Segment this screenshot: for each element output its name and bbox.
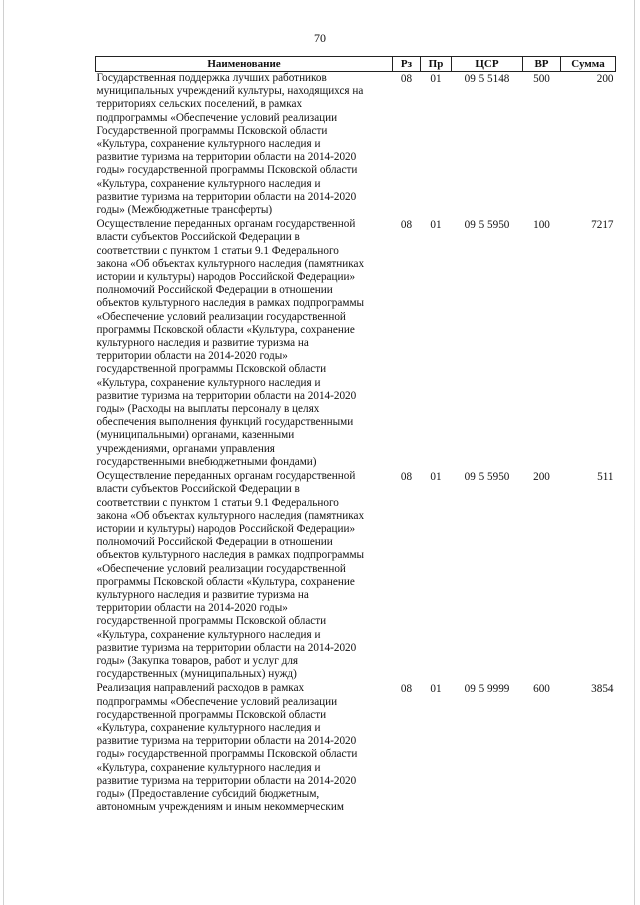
table-header [96, 57, 616, 72]
row-name-line: объектов культурного наследия в рамках подпрограммы [96, 549, 365, 562]
row-sum-cell: 3854 [591, 683, 614, 696]
row-name-line: развитие туризма на территории области на 2014-2020 [96, 151, 357, 164]
row-name-line: развитие туризма на территории области на 2014-2020 [96, 389, 357, 402]
row-vr-cell: 200 [533, 471, 550, 484]
row-name-line: автономным учреждениям и иным некоммерческим [96, 801, 344, 814]
row-name-cell [96, 682, 393, 815]
row-name-line: истории и культуры) народов Российской Федерации» [96, 271, 356, 284]
row-name-line: годы» государственной программы Псковской области [96, 748, 358, 761]
row-sum-cell: 200 [596, 73, 614, 85]
row-rz-cell: 08 [400, 73, 413, 85]
row-name-line: учреждениями, органами управления [96, 442, 275, 455]
row-name-line: культурного наследия и развитие туризма на [96, 337, 309, 350]
row-name-line: обеспечения выполнения функций государственными [96, 416, 354, 429]
row-rz-cell: 08 [400, 683, 413, 696]
row-name-line: «Культура, сохранение культурного наследия и [96, 177, 321, 190]
row-name-line: полномочий Российской Федерации в отношении [96, 284, 333, 297]
row-csr-cell: 09 5 5950 [464, 219, 510, 232]
row-name-line: культурного наследия и развитие туризма на [96, 588, 309, 601]
row-rz-cell: 08 [400, 219, 413, 232]
row-name-line: «Культура, сохранение культурного наследия и [96, 628, 321, 641]
row-name-line: «Обеспечение условий реализации государственной [96, 562, 346, 575]
row-vr-cell: 100 [533, 219, 550, 232]
scan-edge-left [3, 0, 4, 905]
row-csr-cell: 09 5 5148 [464, 73, 510, 85]
row-name-line: Государственная поддержка лучших работников [96, 72, 327, 84]
row-name-line: развитие туризма на территории области на 2014-2020 [96, 735, 357, 748]
table-row [96, 682, 616, 815]
row-name-line: подпрограммы «Обеспечение условий реализации [96, 111, 338, 124]
row-name-line: «Культура, сохранение культурного наследия и [96, 761, 321, 774]
row-vr-cell: 500 [533, 73, 550, 85]
row-name-line: Государственной программы Псковской области [96, 124, 328, 137]
row-csr-cell: 09 5 9999 [464, 683, 510, 696]
header-sum: Сумма [561, 57, 616, 72]
row-name-line: программы Псковской области «Культура, сохранение [96, 575, 355, 588]
row-name-line: Осуществление переданных органам государственной [96, 470, 356, 483]
row-pr-cell: 01 [430, 683, 442, 696]
row-name-line: государственными внебюджетными фондами) [96, 455, 317, 468]
row-name-line: программы Псковской области «Культура, сохранение [96, 323, 355, 336]
row-name-line: территориях сельских поселений, в рамках [96, 98, 303, 111]
header-vr: ВР [523, 57, 561, 72]
row-name-cell [96, 218, 393, 470]
row-name-line: государственной программы Псковской области [96, 615, 327, 628]
row-name-line: (муниципальными) органами, казенными [96, 429, 295, 442]
row-name-line: годы» (Предоставление субсидий бюджетным, [96, 787, 320, 800]
row-name-line: территории области на 2014-2020 годы» [96, 350, 288, 363]
table-row [96, 218, 616, 470]
row-name-line: «Культура, сохранение культурного наследия и [96, 138, 321, 151]
table-row [96, 72, 616, 219]
page-number: 70 [314, 31, 326, 45]
row-name-line: годы» (Расходы на выплаты персоналу в целях [96, 403, 320, 416]
row-name-line: закона «Об объектах культурного наследия (памятниках [96, 257, 365, 270]
row-vr-cell: 600 [533, 683, 550, 696]
row-name-line: истории и культуры) народов Российской Федерации» [96, 522, 356, 535]
row-name-line: власти субъектов Российской Федерации в [96, 483, 300, 496]
row-name-line: соответствии с пунктом 1 статьи 9.1 Федерального [96, 244, 339, 257]
row-name-line: власти субъектов Российской Федерации в [96, 231, 300, 244]
header-rz: Рз [393, 57, 421, 72]
row-csr-cell: 09 5 5950 [464, 471, 510, 484]
row-name-line: полномочий Российской Федерации в отношении [96, 536, 333, 549]
row-name-line: закона «Об объектах культурного наследия (памятниках [96, 509, 365, 522]
row-pr-cell: 01 [430, 219, 442, 232]
row-pr-cell: 01 [430, 73, 442, 85]
row-name-line: развитие туризма на территории области на 2014-2020 [96, 190, 357, 203]
header-csr: ЦСР [452, 57, 523, 72]
row-sum-cell: 7217 [591, 219, 614, 232]
row-name-line: «Культура, сохранение культурного наследия и [96, 376, 321, 389]
table-body [96, 72, 616, 816]
row-name-line: подпрограммы «Обеспечение условий реализации [96, 695, 338, 708]
row-name-line: государственных (муниципальных) нужд) [96, 668, 297, 681]
header-name: Наименование [96, 57, 393, 72]
table-header-row [96, 57, 616, 72]
row-rz-cell: 08 [400, 471, 413, 484]
row-sum-cell: 511 [597, 471, 614, 484]
row-name-line: государственной программы Псковской области [96, 708, 327, 721]
header-pr: Пр [421, 57, 452, 72]
row-name-line: годы» (Межбюджетные трансферты) [96, 204, 273, 217]
row-name-line: «Культура, сохранение культурного наследия и [96, 721, 321, 734]
row-pr-cell: 01 [430, 471, 442, 484]
row-name-line: развитие туризма на территории области на 2014-2020 [96, 774, 357, 787]
row-name-cell [96, 470, 393, 682]
row-name-line: годы» (Закупка товаров, работ и услуг для [96, 654, 299, 667]
row-name-line: «Обеспечение условий реализации государственной [96, 310, 346, 323]
table-row [96, 470, 616, 682]
budget-table [95, 56, 616, 815]
row-name-cell [96, 72, 393, 219]
row-name-line: Осуществление переданных органам государственной [96, 218, 356, 231]
row-name-line: Реализация направлений расходов в рамках [96, 682, 305, 695]
row-name-line: развитие туризма на территории области на 2014-2020 [96, 641, 357, 654]
row-name-line: соответствии с пунктом 1 статьи 9.1 Федерального [96, 496, 339, 509]
row-name-line: объектов культурного наследия в рамках подпрограммы [96, 297, 365, 310]
scan-edge-right [634, 0, 635, 905]
row-name-line: территории области на 2014-2020 годы» [96, 602, 288, 615]
row-name-line: годы» государственной программы Псковской области [96, 164, 358, 177]
row-name-line: государственной программы Псковской области [96, 363, 327, 376]
row-name-line: муниципальных учреждений культуры, находящихся на [96, 85, 364, 98]
